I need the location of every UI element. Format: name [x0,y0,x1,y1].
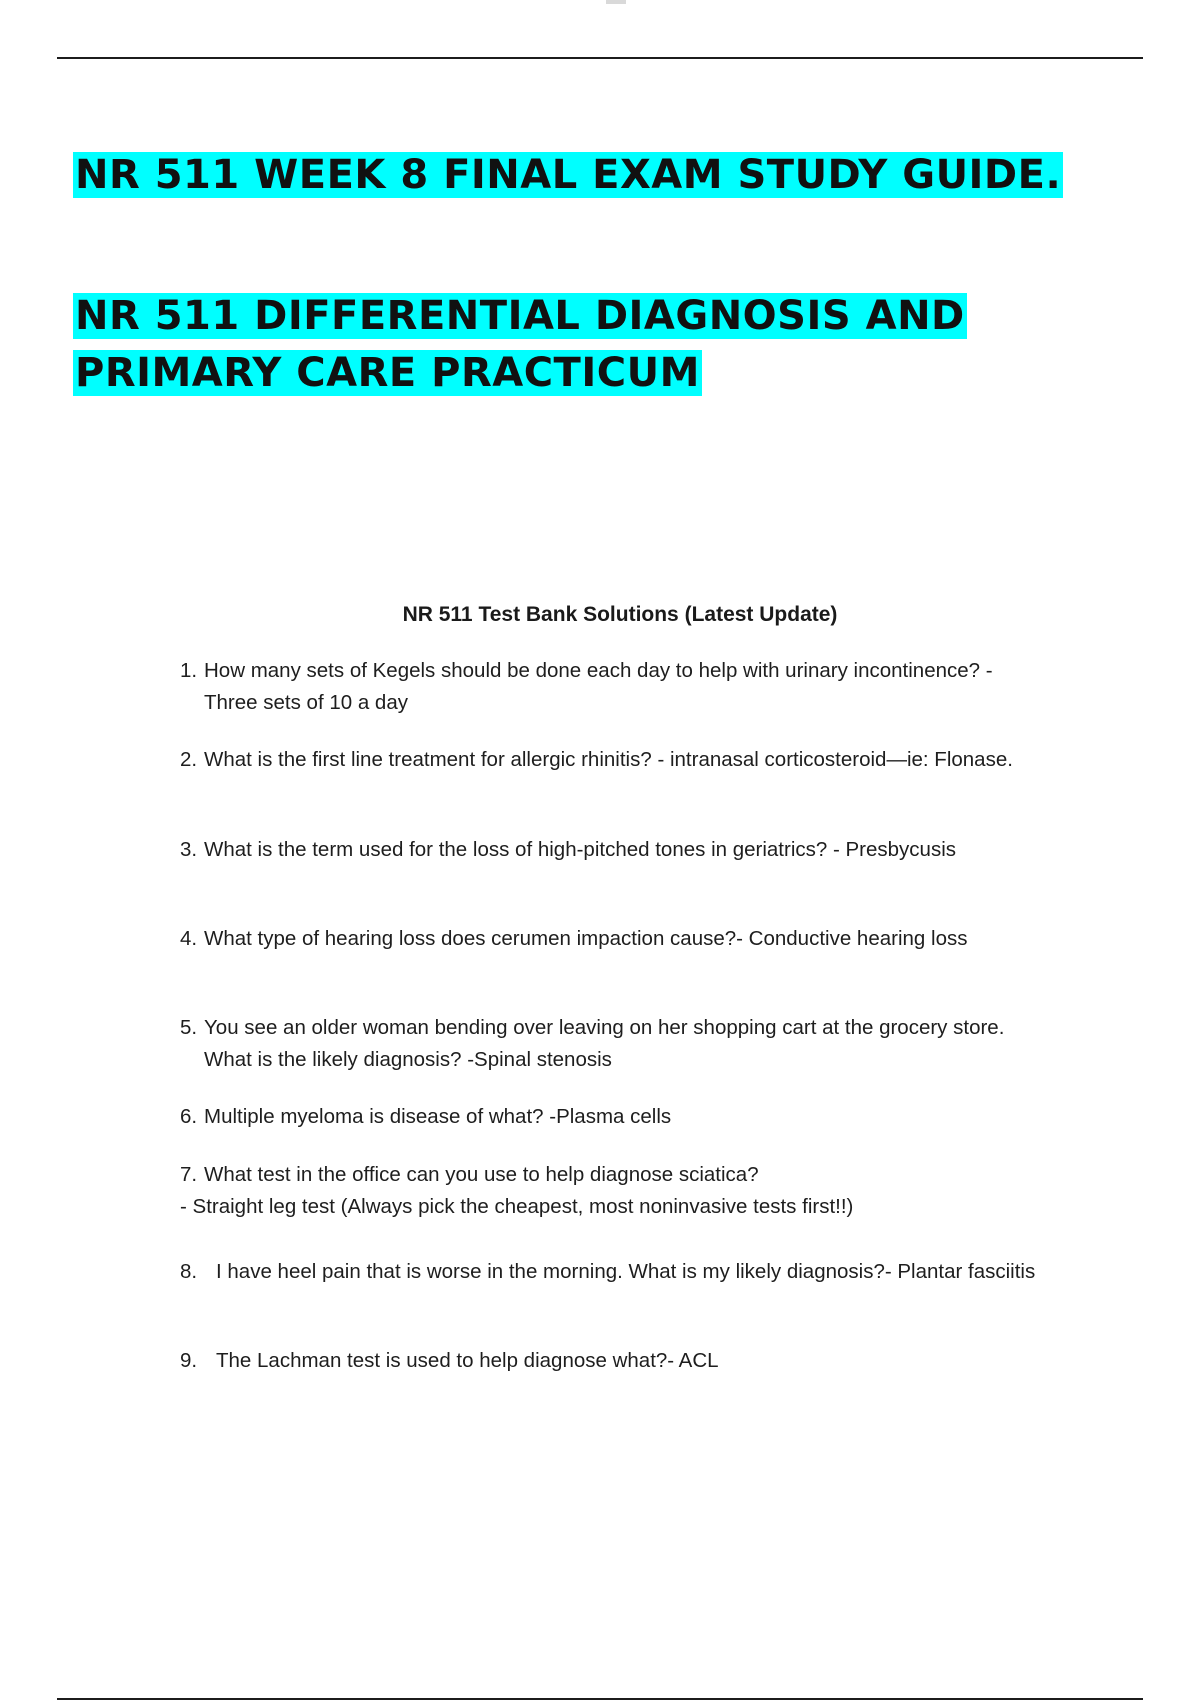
question-number: 5. [180,1016,198,1039]
question-item-6 [180,1101,1040,1133]
question-number: 2. [180,748,198,771]
question-item-4 [180,923,1040,955]
question-number: 1. [180,659,198,682]
question-item-5 [180,1012,1040,1076]
question-text: You see an older woman bending over leaving on her shopping cart at the grocery store. What is the likely diagnosis? -Spinal stenosis [204,1016,1005,1071]
course-title [73,288,1073,402]
question-number: 8. [180,1260,198,1283]
question-number: 3. [180,838,198,861]
question-text: What is the first line treatment for allergic rhinitis? - intranasal corticosteroid—ie: Flonase. [204,748,1013,771]
page-top-mark [606,0,626,4]
question-text: I have heel pain that is worse in the morning. What is my likely diagnosis?- Plantar fasciitis [216,1260,1036,1283]
question-item-3 [180,834,1040,866]
question-item-1 [180,655,1040,719]
section-subtitle: NR 511 Test Bank Solutions (Latest Update) [402,603,838,626]
question-text: How many sets of Kegels should be done each day to help with urinary incontinence? -Three sets of 10 a day [204,659,993,714]
question-item-9 [180,1345,1040,1377]
question-item-8 [180,1256,1040,1288]
question-item-7 [180,1159,1040,1223]
question-text: What test in the office can you use to help diagnose sciatica? [204,1163,759,1186]
question-number: 7. [180,1163,198,1186]
question-text: What type of hearing loss does cerumen impaction cause?- Conductive hearing loss [204,927,968,950]
question-number: 4. [180,927,198,950]
question-answer: - Straight leg test (Always pick the cheapest, most noninvasive tests first!!) [180,1195,854,1218]
question-text: Multiple myeloma is disease of what? -Plasma cells [204,1105,672,1128]
question-number: 9. [180,1349,198,1372]
course-title-highlight: NR 511 DIFFERENTIAL DIAGNOSIS AND PRIMARY CARE PRACTICUM [75,293,965,396]
question-item-2 [180,744,1040,776]
question-text: The Lachman test is used to help diagnose what?- ACL [216,1349,719,1372]
document-title [73,145,1063,205]
question-text: What is the term used for the loss of high-pitched tones in geriatrics? - Presbycusis [204,838,957,861]
title-highlight: NR 511 WEEK 8 FINAL EXAM STUDY GUIDE. [75,152,1062,198]
header-rule [57,57,1143,59]
question-number: 6. [180,1105,198,1128]
